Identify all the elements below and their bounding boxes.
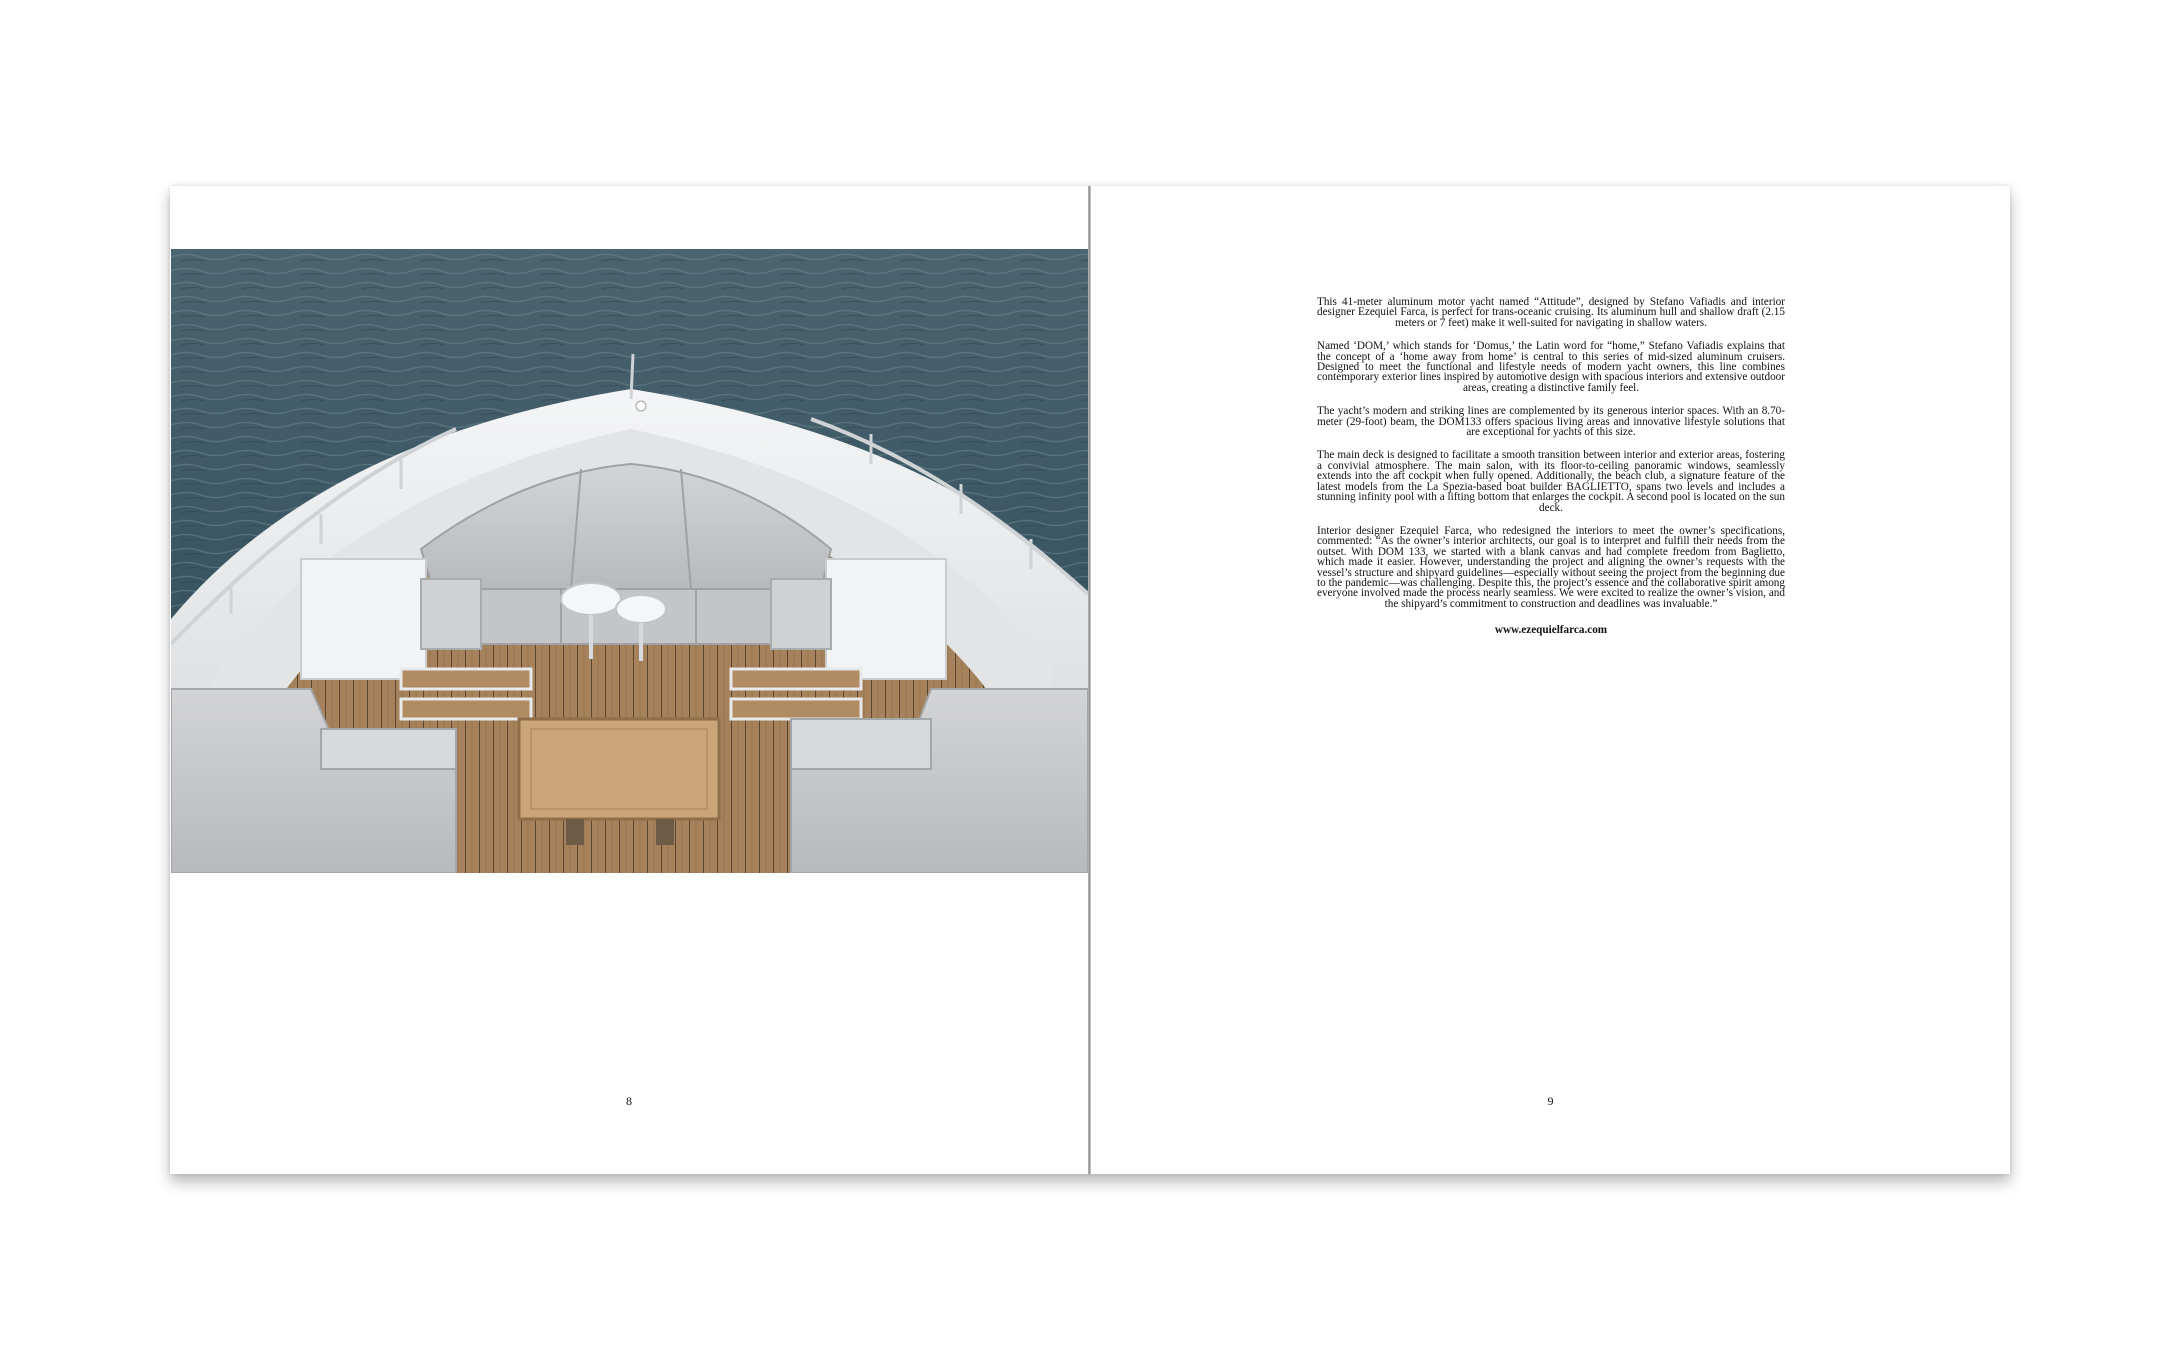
magazine-spread — [170, 186, 2010, 1174]
paragraph-dom-concept: Named ‘DOM,’ which stands for ‘Domus,’ the Latin word for “home,” Stefano Vafiadis explains that the concept of a ‘home away from home’ is central to this series of mid-sized aluminum cruisers. Designed to meet the functional and lifestyle needs of modern yacht owners, this line combines contemporary exterior lines inspired by automotive design with spacious interiors and extensive outdoor areas, creating a distinctive family feel. — [1317, 340, 1785, 394]
paragraph-main-deck: The main deck is designed to facilitate a smooth transition between interior and exterior areas, fostering a convivial atmosphere. The main salon, with its floor-to-ceiling panoramic windows, seamlessly extends into the aft cockpit when fully opened. Additionally, the beach club, a signature feature of the latest models from the La Spezia-based boat builder BAGLIETTO, spans two levels and includes a stunning infinity pool with a lifting bottom that enlarges the cockpit. A second pool is located on the sun deck. — [1317, 449, 1785, 514]
article-text — [1317, 297, 1785, 636]
page-number-right: 9 — [1547, 1094, 1554, 1108]
paragraph-intro: This 41-meter aluminum motor yacht named “Attitude”, designed by Stefano Vafiadis and interior designer Ezequiel Farca, is perfect for trans-oceanic cruising. Its aluminum hull and shallow draft (2.15 meters or 7 feet) make it well-suited for navigating in shallow waters. — [1317, 296, 1785, 329]
website-link[interactable]: www.ezequielfarca.com — [1494, 624, 1608, 637]
paragraph-interior-spaces: The yacht’s modern and striking lines are complemented by its generous interior spaces. With an 8.70-meter (29-foot) beam, the DOM133 offers spacious living areas and innovative lifestyle solutions that are exceptional for yachts of this size. — [1317, 405, 1785, 439]
paragraph-designer-quote: Interior designer Ezequiel Farca, who redesigned the interiors to meet the owner’s specifications, commented: “As the owner’s interior architects, our goal is to interpret and fulfill their needs from the outset. With DOM 133, we started with a blank canvas and had complete freedom from Baglietto, which made it easier. However, understanding the project and aligning the owner’s requests with the vessel’s structure and shipyard guidelines—especially without seeing the project from the beginning due to the pandemic—was challenging. Despite this, the project’s essence and the collaborative spirit among everyone involved made the process nearly seamless. We were excited to realize the owner’s vision, and the shipyard’s commitment to construction and deadlines was invaluable.” — [1317, 524, 1785, 610]
left-page — [170, 186, 1088, 1174]
yacht-deck-photo — [171, 249, 1088, 873]
page-number-left: 8 — [626, 1094, 632, 1108]
right-page — [1091, 186, 2010, 1174]
